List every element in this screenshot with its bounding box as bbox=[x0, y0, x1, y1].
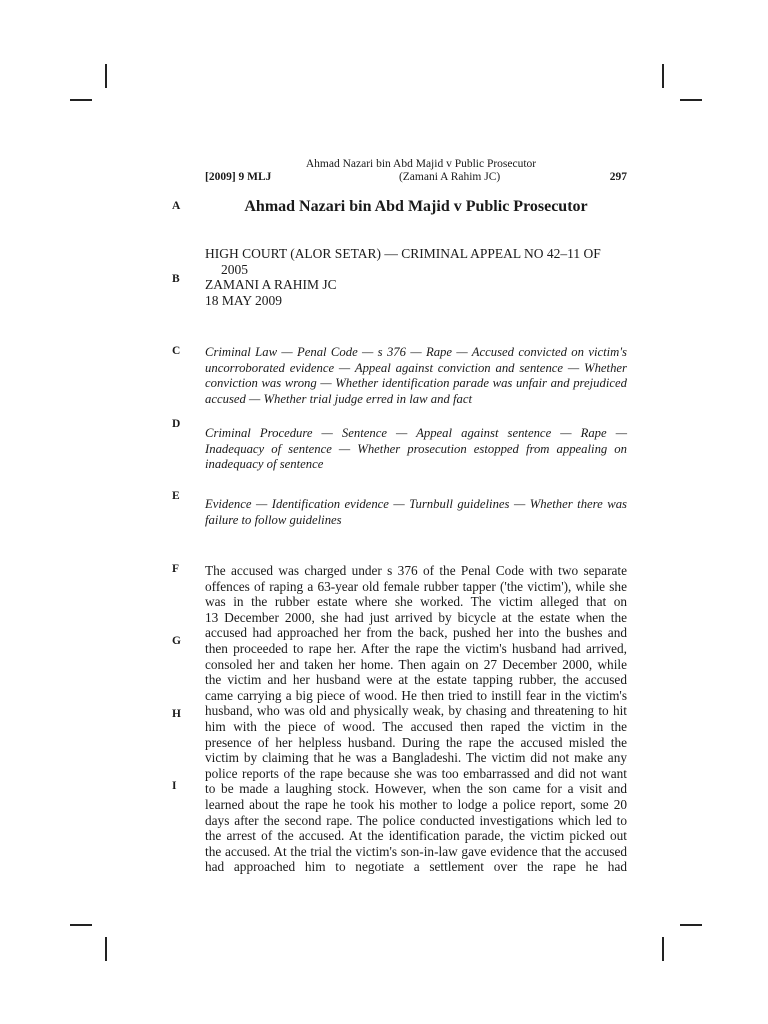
margin-letter-h: H bbox=[172, 708, 181, 720]
headnote-line: 13 December 2000, she had just arrived by bicycle at the estate when the bbox=[205, 609, 627, 625]
headnote-line: then proceeded to rape her. After the rape the victim's husband had arrived, bbox=[205, 640, 627, 656]
running-head bbox=[205, 158, 627, 184]
margin-letter-i: I bbox=[172, 780, 177, 792]
catchword-criminal-law: Criminal Law — Penal Code — s 376 — Rape — Accused convicted on victim's uncorroborated evidence — Appeal against conviction and sentence — Whether conviction was wrong — Whether identification parade was unfair and prejudiced accused — Whether trial judge erred in law and fact bbox=[205, 345, 627, 406]
headnote-line: husband, who was old and physically weak, by chasing and threatening to hit bbox=[205, 703, 627, 719]
headnote-line: the accused. At the trial the victim's son-in-law gave evidence that the accused bbox=[205, 843, 627, 859]
running-head-title: Ahmad Nazari bin Abd Majid v Public Prosecutor bbox=[305, 158, 537, 170]
headnote-line: offences of raping a 63-year old female rubber tapper ('the victim'), while she bbox=[205, 578, 627, 594]
headnote-line: consoled her and taken her home. Then again on 27 December 2000, while bbox=[205, 656, 627, 672]
citation: [2009] 9 MLJ bbox=[205, 171, 272, 183]
margin-letter-b: B bbox=[172, 273, 180, 285]
crop-mark-bottom-left-v bbox=[105, 937, 107, 961]
crop-mark-bottom-right-h bbox=[680, 924, 702, 926]
court-block bbox=[205, 246, 627, 308]
headnote-line: The accused was charged under s 376 of the Penal Code with two separate bbox=[205, 563, 627, 578]
crop-mark-bottom-left-h bbox=[70, 924, 92, 926]
court-name: HIGH COURT (ALOR SETAR) — CRIMINAL APPEAL NO 42–11 OF bbox=[205, 246, 601, 261]
headnote-line: victim by claiming that he was a Bangladeshi. The victim did not make any bbox=[205, 750, 627, 766]
catchword-evidence: Evidence — Identification evidence — Turnbull guidelines — Whether there was failure to follow guidelines bbox=[205, 497, 627, 527]
crop-mark-top-left-h bbox=[70, 99, 92, 101]
crop-mark-bottom-right-v bbox=[662, 937, 664, 961]
headnote-line: police reports of the rape because she was too embarrassed and did not want bbox=[205, 765, 627, 781]
headnote-line: accused had approached her from the back, pushed her into the bushes and bbox=[205, 625, 627, 641]
headnote-line: the victim and her husband were at the estate tapping rubber, the accused bbox=[205, 672, 627, 688]
margin-letter-c: C bbox=[172, 345, 181, 357]
running-head-judge: (Zamani A Rahim JC) bbox=[398, 171, 501, 183]
headnote-line: had approached him to negotiate a settlement over the rape he had bbox=[205, 859, 627, 875]
crop-mark-top-right-h bbox=[680, 99, 702, 101]
crop-mark-top-left-v bbox=[105, 64, 107, 88]
margin-letter-e: E bbox=[172, 490, 180, 502]
catchword-criminal-procedure: Criminal Procedure — Sentence — Appeal against sentence — Rape — Inadequacy of sentence — Whether prosecution estopped from appealing on inadequacy of sentence bbox=[205, 426, 627, 471]
court-name-continued: 2005 bbox=[221, 261, 248, 277]
margin-letter-d: D bbox=[172, 418, 181, 430]
headnote-paragraph bbox=[205, 563, 627, 875]
margin-letter-a: A bbox=[172, 200, 181, 212]
headnote-line: learned about the rape he took his mother to lodge a police report, some 20 bbox=[205, 796, 627, 812]
page-number: 297 bbox=[609, 171, 627, 183]
headnote-line: came carrying a big piece of wood. He then tried to instill fear in the victim's bbox=[205, 687, 627, 703]
margin-letter-g: G bbox=[172, 635, 181, 647]
headnote-line: days after the second rape. The police conducted investigations which led to bbox=[205, 812, 627, 828]
judge-name: ZAMANI A RAHIM JC bbox=[205, 277, 337, 292]
headnote-line: to be made a laughing stock. However, when the son came for a visit and bbox=[205, 781, 627, 797]
margin-letter-f: F bbox=[172, 563, 180, 575]
case-title: Ahmad Nazari bin Abd Majid v Public Prosecutor bbox=[244, 198, 588, 215]
headnote-line: presence of her helpless husband. During the rape the accused misled the bbox=[205, 734, 627, 750]
headnote-line: was in the rubber estate where she worked. The victim alleged that on bbox=[205, 594, 627, 610]
decision-date: 18 MAY 2009 bbox=[205, 292, 283, 308]
headnote-line: him with the piece of wood. The accused then raped the victim in the bbox=[205, 718, 627, 734]
crop-mark-top-right-v bbox=[662, 64, 664, 88]
headnote-line: the arrest of the accused. At the identification parade, the victim picked out bbox=[205, 828, 627, 844]
